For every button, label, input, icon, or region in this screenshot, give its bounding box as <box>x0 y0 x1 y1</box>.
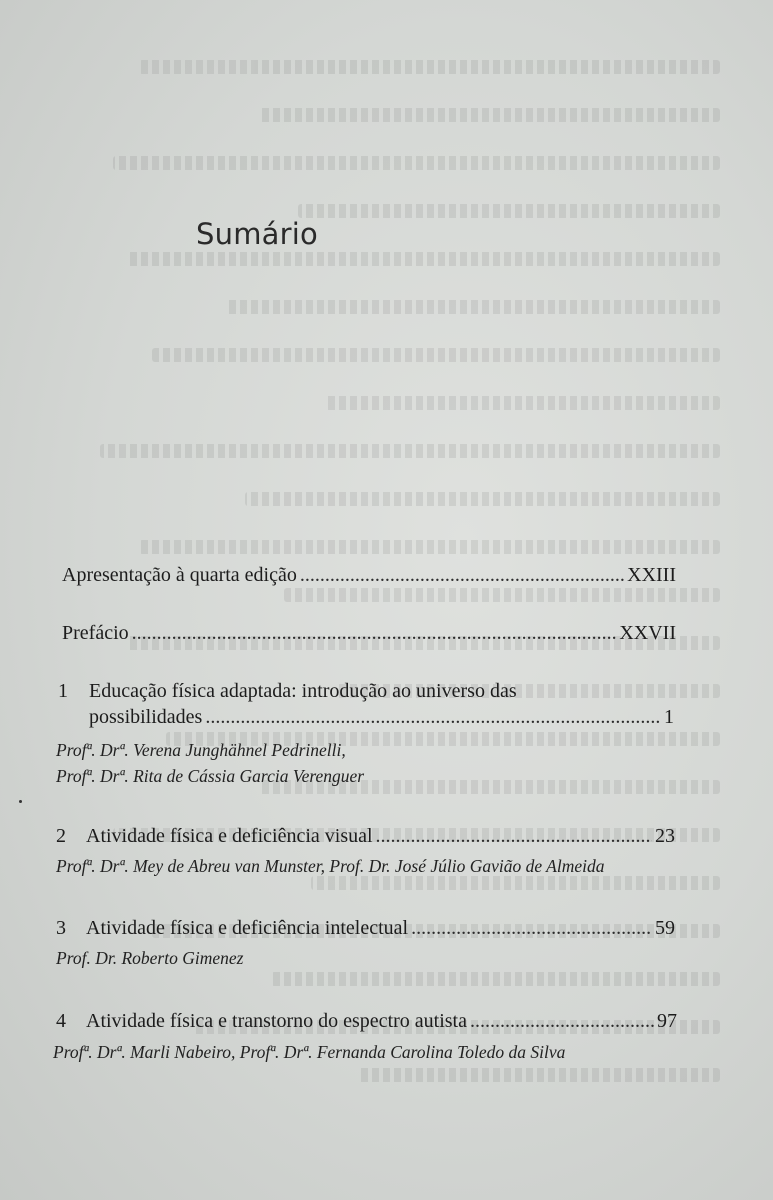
paper-speck <box>19 800 22 803</box>
toc-entry-page: XXVII <box>619 622 676 644</box>
chapter-number: 2 <box>56 825 66 847</box>
toc-entry-prefacio[interactable] <box>62 622 676 645</box>
page-title: Sumário <box>196 217 318 252</box>
chapter-page: 59 <box>655 917 675 939</box>
leader-dots <box>411 917 652 940</box>
chapter-4-authors: Profª. Drª. Marli Nabeiro, Profª. Drª. Fernanda Carolina Toledo da Silva <box>53 1042 566 1062</box>
chapter-1-authors-line2: Profª. Drª. Rita de Cássia Garcia Verenguer <box>56 766 365 786</box>
chapter-4-entry[interactable] <box>56 1010 677 1033</box>
chapter-title: Educação física adaptada: introdução ao universo das <box>89 680 517 702</box>
chapter-2-authors: Profª. Drª. Mey de Abreu van Munster, Prof. Dr. José Júlio Gavião de Almeida <box>56 856 605 876</box>
leader-dots <box>132 622 617 645</box>
chapter-title: Atividade física e deficiência intelectual <box>86 917 409 939</box>
leader-dots <box>376 825 652 848</box>
chapter-number: 3 <box>56 917 66 939</box>
chapter-1-authors-line1: Profª. Drª. Verena Junghähnel Pedrinelli, <box>56 740 346 760</box>
chapter-1-title-line2[interactable] <box>89 706 674 729</box>
toc-entry-apresentacao[interactable] <box>62 564 676 587</box>
chapter-page: 1 <box>664 706 674 728</box>
leader-dots <box>300 564 624 587</box>
chapter-2-entry[interactable] <box>56 825 675 848</box>
chapter-number: 1 <box>58 680 68 702</box>
leader-dots <box>205 706 661 729</box>
chapter-3-authors: Prof. Dr. Roberto Gimenez <box>56 948 244 968</box>
chapter-page: 23 <box>655 825 675 847</box>
leader-dots <box>470 1010 654 1033</box>
chapter-title-continuation: possibilidades <box>89 706 203 728</box>
chapter-page: 97 <box>657 1010 677 1032</box>
chapter-title: Atividade física e transtorno do espectro autista <box>86 1010 467 1032</box>
toc-entry-label: Prefácio <box>62 622 129 644</box>
toc-entry-label: Apresentação à quarta edição <box>62 564 297 586</box>
chapter-1-title-line1[interactable] <box>58 680 517 703</box>
toc-entry-page: XXIII <box>627 564 676 586</box>
chapter-title: Atividade física e deficiência visual <box>86 825 373 847</box>
chapter-3-entry[interactable] <box>56 917 675 940</box>
chapter-number: 4 <box>56 1010 66 1032</box>
